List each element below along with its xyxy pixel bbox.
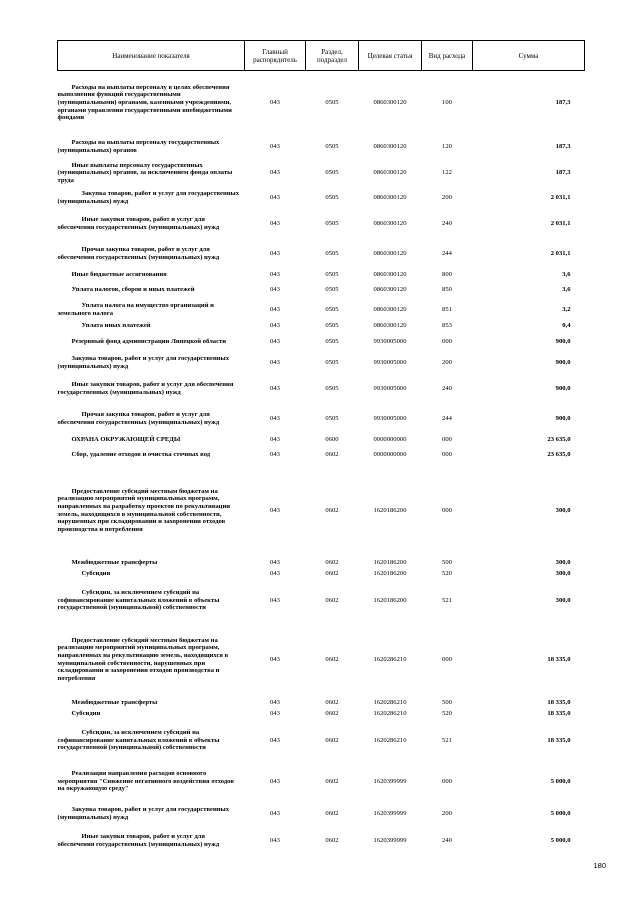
row-name: Закупка товаров, работ и услуг для государственных (муниципальных) нужд xyxy=(57,190,239,205)
row-admin: 043 xyxy=(270,710,280,718)
row-section: 0505 xyxy=(325,270,339,278)
row-admin: 043 xyxy=(270,219,280,227)
row-sum: 3,6 xyxy=(562,270,571,278)
row-section: 0602 xyxy=(325,777,339,785)
row-name: Сбор, удаление отходов и очистка сточных вод xyxy=(71,451,211,459)
row-sum: 18 335,0 xyxy=(547,699,571,707)
row-target: 1620399999 xyxy=(373,836,407,844)
row-expense: 000 xyxy=(442,506,452,514)
row-section: 0602 xyxy=(325,736,339,744)
row-target: 1620286210 xyxy=(373,655,407,663)
row-target: 0860300120 xyxy=(373,169,407,177)
row-expense: 240 xyxy=(442,219,452,227)
row-sum: 0,4 xyxy=(562,322,571,330)
table-row xyxy=(58,300,585,321)
row-sum: 900,0 xyxy=(555,338,571,346)
table-row xyxy=(58,353,585,374)
row-admin: 043 xyxy=(270,570,280,578)
row-name: Субсидии, за исключением субсидий на софинансирование капитальных вложений в объекты государственной (муниципальной) собственности xyxy=(57,729,220,752)
row-name: Уплата иных платежей xyxy=(81,322,151,330)
row-sum: 900,0 xyxy=(555,384,571,392)
row-sum: 5 000,0 xyxy=(550,809,571,817)
table-row xyxy=(58,465,585,557)
row-expense: 120 xyxy=(442,142,452,150)
row-admin: 043 xyxy=(270,435,280,443)
row-section: 0505 xyxy=(325,169,339,177)
table-row xyxy=(58,434,585,446)
row-expense: 851 xyxy=(442,306,452,314)
row-name: Субсидии xyxy=(71,710,101,718)
row-expense: 244 xyxy=(442,414,452,422)
table-row xyxy=(58,332,585,353)
row-name: Субсидии xyxy=(81,570,111,578)
row-admin: 043 xyxy=(270,306,280,314)
row-expense: 000 xyxy=(442,777,452,785)
table-header-row xyxy=(58,41,585,71)
row-target: 0860300120 xyxy=(373,219,407,227)
row-sum: 2 031,1 xyxy=(550,219,571,227)
row-admin: 043 xyxy=(270,249,280,257)
row-section: 0505 xyxy=(325,322,339,330)
row-sum: 187,3 xyxy=(555,98,571,106)
row-target: 1620286210 xyxy=(373,699,407,707)
row-target: 9930005000 xyxy=(373,338,407,346)
row-section: 0505 xyxy=(325,286,339,294)
row-target: 1620399999 xyxy=(373,777,407,785)
row-section: 0505 xyxy=(325,306,339,314)
row-section: 0602 xyxy=(325,570,339,578)
page-number: 180 xyxy=(593,861,606,870)
row-admin: 043 xyxy=(270,836,280,844)
row-target: 9930005000 xyxy=(373,359,407,367)
row-sum: 300,0 xyxy=(555,558,571,566)
row-target: 1620286210 xyxy=(373,710,407,718)
row-name: Закупка товаров, работ и услуг для государственных (муниципальных) нужд xyxy=(57,355,229,370)
row-admin: 043 xyxy=(270,359,280,367)
row-section: 0505 xyxy=(325,414,339,422)
row-admin: 043 xyxy=(270,777,280,785)
table-row xyxy=(58,622,585,698)
row-expense: 240 xyxy=(442,384,452,392)
row-section: 0505 xyxy=(325,98,339,106)
row-expense: 100 xyxy=(442,98,452,106)
row-section: 0505 xyxy=(325,338,339,346)
row-sum: 3,2 xyxy=(562,306,571,314)
row-name: Иные закупки товаров, работ и услуг для обеспечения государственных (муниципальных) нужд xyxy=(57,380,234,396)
table-row xyxy=(58,709,585,720)
table-row xyxy=(58,239,585,269)
row-target: 9930005000 xyxy=(373,384,407,392)
header-name: Наименование показателя xyxy=(58,41,245,71)
table-row xyxy=(58,580,585,622)
row-name: Межбюджетные трансферты xyxy=(71,558,158,566)
row-section: 0602 xyxy=(325,809,339,817)
row-name: Реализация направления расходов основного мероприятия "Снижение негативного воздействия отходов на окружающую среду" xyxy=(57,770,234,793)
row-target: 1620399999 xyxy=(373,809,407,817)
table-row xyxy=(58,557,585,569)
row-sum: 18 335,0 xyxy=(547,736,571,744)
row-target: 1620186200 xyxy=(373,558,407,566)
row-name: Иные выплаты персоналу государственных (муниципальных) органов, за исключением фонда оплаты труда xyxy=(57,161,233,184)
row-target: 0860300120 xyxy=(373,322,407,330)
budget-table xyxy=(57,40,585,856)
row-admin: 043 xyxy=(270,169,280,177)
row-admin: 043 xyxy=(270,338,280,346)
row-sum: 23 635,0 xyxy=(547,451,571,459)
row-admin: 043 xyxy=(270,384,280,392)
row-expense: 244 xyxy=(442,249,452,257)
row-expense: 200 xyxy=(442,809,452,817)
row-expense: 000 xyxy=(442,338,452,346)
table-row xyxy=(58,159,585,188)
row-target: 0860300120 xyxy=(373,98,407,106)
row-expense: 200 xyxy=(442,194,452,202)
row-admin: 043 xyxy=(270,558,280,566)
row-sum: 23 635,0 xyxy=(547,435,571,443)
row-target: 1620186200 xyxy=(373,570,407,578)
row-expense: 000 xyxy=(442,451,452,459)
table-row xyxy=(58,404,585,434)
row-section: 0505 xyxy=(325,194,339,202)
row-admin: 043 xyxy=(270,194,280,202)
row-sum: 300,0 xyxy=(555,596,571,604)
row-sum: 187,3 xyxy=(555,142,571,150)
row-admin: 043 xyxy=(270,322,280,330)
row-target: 0860300120 xyxy=(373,270,407,278)
row-sum: 3,6 xyxy=(562,286,571,294)
table-row xyxy=(58,135,585,159)
row-target: 9930005000 xyxy=(373,414,407,422)
row-admin: 043 xyxy=(270,270,280,278)
header-admin: Главный распорядитель xyxy=(245,41,306,71)
row-name: Прочая закупка товаров, работ и услуг для обеспечения государственных (муниципальных) нужд xyxy=(57,410,220,426)
table-row xyxy=(58,762,585,802)
row-section: 0602 xyxy=(325,699,339,707)
row-expense: 800 xyxy=(442,270,452,278)
row-section: 0505 xyxy=(325,249,339,257)
row-name: Уплата налога на имущество организаций и земельного налога xyxy=(57,302,214,317)
row-name: Расходы на выплаты персоналу государственных (муниципальных) органов xyxy=(57,138,220,154)
row-sum: 5 000,0 xyxy=(550,836,571,844)
row-expense: 122 xyxy=(442,169,452,177)
row-expense: 520 xyxy=(442,710,452,718)
row-sum: 900,0 xyxy=(555,359,571,367)
row-name: Иные бюджетные ассигнования xyxy=(71,270,167,278)
row-expense: 521 xyxy=(442,596,452,604)
row-sum: 2 031,1 xyxy=(550,194,571,202)
row-admin: 043 xyxy=(270,699,280,707)
header-section: Раздел, подраздел xyxy=(306,41,359,71)
row-admin: 043 xyxy=(270,506,280,514)
row-expense: 240 xyxy=(442,836,452,844)
row-section: 0505 xyxy=(325,142,339,150)
table-row xyxy=(58,720,585,762)
row-sum: 900,0 xyxy=(555,414,571,422)
row-expense: 500 xyxy=(442,699,452,707)
row-admin: 043 xyxy=(270,809,280,817)
row-sum: 5 000,0 xyxy=(550,777,571,785)
row-name: Иные закупки товаров, работ и услуг для обеспечения государственных (муниципальных) нужд xyxy=(57,832,220,848)
row-expense: 521 xyxy=(442,736,452,744)
table-row xyxy=(58,281,585,300)
table-row xyxy=(58,569,585,580)
row-section: 0602 xyxy=(325,506,339,514)
row-target: 1620286210 xyxy=(373,736,407,744)
row-name: Субсидии, за исключением субсидий на софинансирование капитальных вложений в объекты государственной (муниципальной) собственности xyxy=(57,589,220,612)
row-name: Предоставление субсидий местным бюджетам на реализацию мероприятий муниципальных программ, направленных на рекультивацию земель, находящихся в муниципальной собственности, нарушенных при складировании и захоронении отходов производства и потребления xyxy=(57,636,229,682)
row-admin: 043 xyxy=(270,414,280,422)
row-section: 0602 xyxy=(325,558,339,566)
row-expense: 853 xyxy=(442,322,452,330)
row-section: 0602 xyxy=(325,710,339,718)
row-name: Иные закупки товаров, работ и услуг для обеспечения государственных (муниципальных) нужд xyxy=(57,215,220,231)
row-section: 0602 xyxy=(325,596,339,604)
row-section: 0602 xyxy=(325,655,339,663)
row-target: 0860300120 xyxy=(373,306,407,314)
row-section: 0505 xyxy=(325,219,339,227)
row-name: Межбюджетные трансферты xyxy=(71,699,158,707)
row-expense: 850 xyxy=(442,286,452,294)
row-sum: 300,0 xyxy=(555,570,571,578)
row-sum: 18 335,0 xyxy=(547,710,571,718)
row-expense: 000 xyxy=(442,655,452,663)
table-row xyxy=(58,71,585,135)
table-row xyxy=(58,321,585,332)
row-admin: 043 xyxy=(270,655,280,663)
row-expense: 520 xyxy=(442,570,452,578)
row-target: 0860300120 xyxy=(373,249,407,257)
row-name: Закупка товаров, работ и услуг для государственных (муниципальных) нужд xyxy=(57,805,229,821)
row-sum: 18 335,0 xyxy=(547,655,571,663)
row-name: Предоставление субсидий местным бюджетам на реализацию мероприятий муниципальных программ, направленных на разработку проектов по рекультивации земель, находящихся в муниципальной собственности, нарушенных при складировании и захоронении отходов производства и потребления xyxy=(57,487,231,533)
header-expense: Вид расхода xyxy=(422,41,473,71)
row-expense: 000 xyxy=(442,435,452,443)
row-name: Расходы на выплаты персоналу в целях обеспечения выполнения функций государственными (муниципальными) органами, казенными учреждениями, органами управления государственными внебюджетными фондами xyxy=(57,83,232,122)
budget-sheet xyxy=(57,40,584,856)
row-section: 0600 xyxy=(325,435,339,443)
table-row xyxy=(58,209,585,239)
row-sum: 187,3 xyxy=(555,169,571,177)
row-sum: 300,0 xyxy=(555,506,571,514)
table-row xyxy=(58,374,585,404)
row-target: 0860300120 xyxy=(373,142,407,150)
row-section: 0602 xyxy=(325,451,339,459)
row-target: 0000000000 xyxy=(373,435,407,443)
row-sum: 2 031,1 xyxy=(550,249,571,257)
row-target: 1620186200 xyxy=(373,506,407,514)
row-target: 0860300120 xyxy=(373,194,407,202)
table-row xyxy=(58,802,585,826)
header-sum: Сумма xyxy=(473,41,585,71)
row-section: 0602 xyxy=(325,836,339,844)
row-admin: 043 xyxy=(270,596,280,604)
table-row xyxy=(58,269,585,281)
row-expense: 200 xyxy=(442,359,452,367)
row-target: 1620186200 xyxy=(373,596,407,604)
row-section: 0505 xyxy=(325,359,339,367)
table-row xyxy=(58,446,585,465)
row-name: Резервный фонд администрации Липецкой области xyxy=(71,338,227,346)
header-target: Целевая статья xyxy=(359,41,422,71)
table-row xyxy=(58,188,585,209)
row-expense: 500 xyxy=(442,558,452,566)
row-admin: 043 xyxy=(270,142,280,150)
row-admin: 043 xyxy=(270,286,280,294)
row-name: ОХРАНА ОКРУЖАЮЩЕЙ СРЕДЫ xyxy=(71,435,181,443)
table-row xyxy=(58,826,585,856)
row-admin: 043 xyxy=(270,736,280,744)
row-admin: 043 xyxy=(270,98,280,106)
row-name: Уплата налогов, сборов и иных платежей xyxy=(71,286,195,294)
row-name: Прочая закупка товаров, работ и услуг для обеспечения государственных (муниципальных) нужд xyxy=(57,245,220,261)
row-target: 0000000000 xyxy=(373,451,407,459)
row-target: 0860300120 xyxy=(373,286,407,294)
row-section: 0505 xyxy=(325,384,339,392)
table-row xyxy=(58,698,585,709)
row-admin: 043 xyxy=(270,451,280,459)
